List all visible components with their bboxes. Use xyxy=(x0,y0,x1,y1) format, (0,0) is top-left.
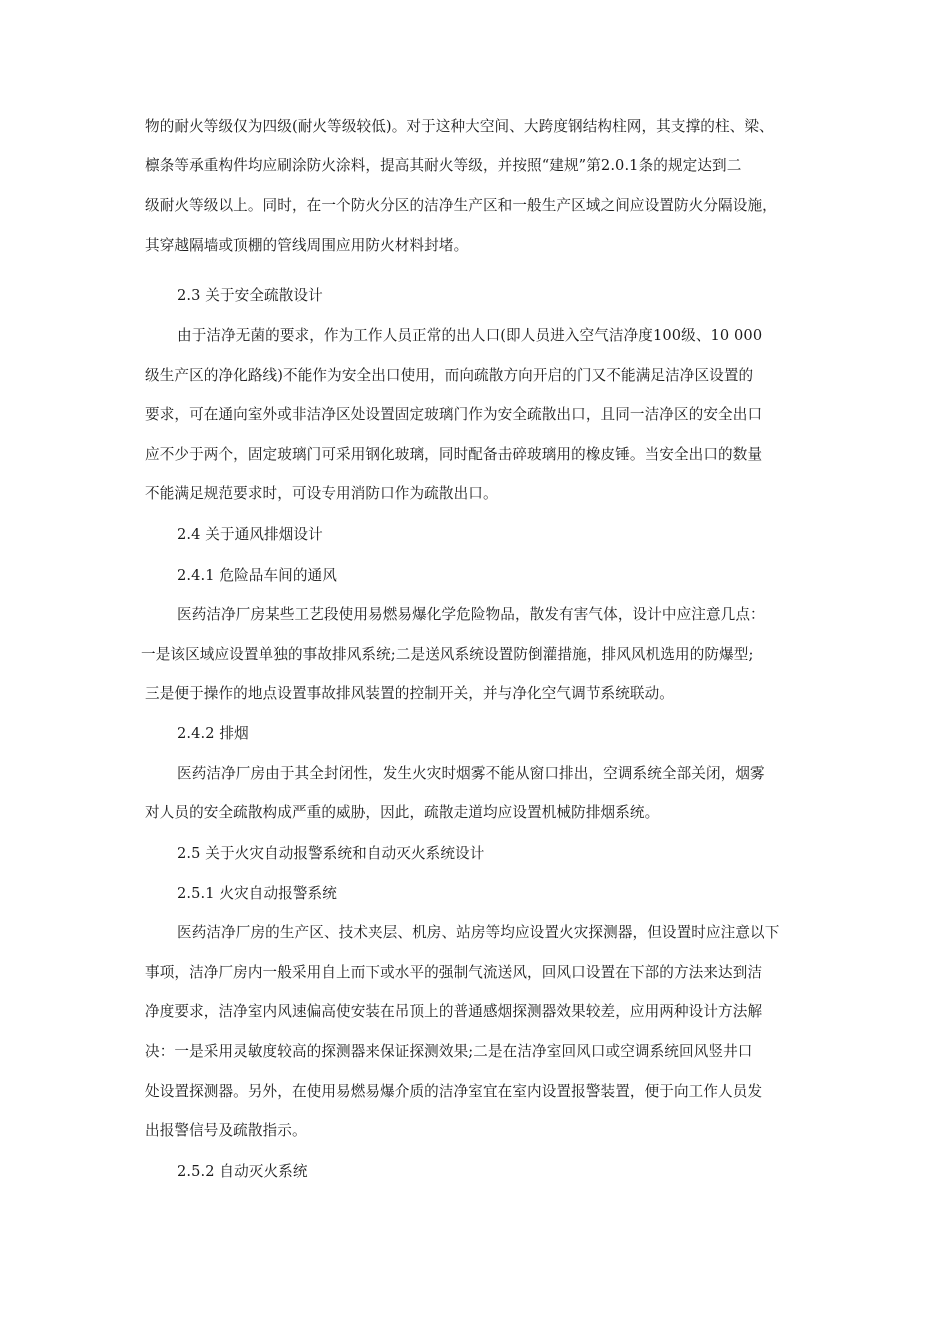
section-heading-2-4-1: 2.4.1 危险品车间的通风 xyxy=(177,567,337,584)
paragraph-line: 要求，可在通向室外或非洁净区处设置固定玻璃门作为安全疏散出口，且同一洁净区的安全出口 xyxy=(145,406,763,423)
paragraph-line: 医药洁净厂房由于其全封闭性，发生火灾时烟雾不能从窗口排出，空调系统全部关闭，烟雾 xyxy=(177,765,765,782)
section-heading-2-5-2: 2.5.2 自动灭火系统 xyxy=(177,1163,308,1180)
paragraph-line: 医药洁净厂房的生产区、技术夹层、机房、站房等均应设置火灾探测器，但设置时应注意以下 xyxy=(177,924,780,941)
paragraph-line: 三是便于操作的地点设置事故排风装置的控制开关，并与净化空气调节系统联动。 xyxy=(145,685,674,702)
paragraph-line: 应不少于两个，固定玻璃门可采用钢化玻璃，同时配备击碎玻璃用的橡皮锤。当安全出口的数量 xyxy=(145,446,763,463)
section-heading-2-5: 2.5 关于火灾自动报警系统和自动灭火系统设计 xyxy=(177,845,485,862)
paragraph-line: 级生产区的净化路线)不能作为安全出口使用，而向疏散方向开启的门又不能满足洁净区设置的 xyxy=(145,367,754,384)
paragraph-line: 出报警信号及疏散指示。 xyxy=(145,1122,307,1139)
paragraph-line: 不能满足规范要求时，可设专用消防口作为疏散出口。 xyxy=(145,485,498,502)
paragraph-line: 物的耐火等级仅为四级(耐火等级较低)。对于这种大空间、大跨度钢结构柱网，其支撑的柱、梁、 xyxy=(145,118,774,135)
section-heading-2-3: 2.3 关于安全疏散设计 xyxy=(177,287,323,304)
paragraph-line: 檩条等承重构件均应刷涂防火涂料，提高其耐火等级，并按照“建规”第2.0.1条的规定达到二 xyxy=(145,157,742,174)
paragraph-line: 级耐火等级以上。同时，在一个防火分区的洁净生产区和一般生产区域之间应设置防火分隔设施， xyxy=(145,197,777,214)
paragraph-line: 决：一是采用灵敏度较高的探测器来保证探测效果;二是在洁净室回风口或空调系统回风竖井口 xyxy=(145,1043,753,1060)
section-heading-2-5-1: 2.5.1 火灾自动报警系统 xyxy=(177,885,337,902)
paragraph-line: 事项，洁净厂房内一般采用自上而下或水平的强制气流送风，回风口设置在下部的方法来达到洁 xyxy=(145,964,763,981)
paragraph-line: 医药洁净厂房某些工艺段使用易燃易爆化学危险物品，散发有害气体，设计中应注意几点： xyxy=(177,606,765,623)
paragraph-line: 净度要求，洁净室内风速偏高使安装在吊顶上的普通感烟探测器效果较差，应用两种设计方法解 xyxy=(145,1003,763,1020)
section-heading-2-4: 2.4 关于通风排烟设计 xyxy=(177,526,323,543)
paragraph-line: 对人员的安全疏散构成严重的威胁，因此，疏散走道均应设置机械防排烟系统。 xyxy=(145,804,660,821)
paragraph-line: 由于洁净无菌的要求，作为工作人员正常的出人口(即人员进入空气洁净度100级、10 000 xyxy=(177,327,763,344)
paragraph-line: 处设置探测器。另外，在使用易燃易爆介质的洁净室宜在室内设置报警装置，便于向工作人员发 xyxy=(145,1083,763,1100)
paragraph-line: 其穿越隔墙或顶棚的管线周围应用防火材料封堵。 xyxy=(145,237,469,254)
section-heading-2-4-2: 2.4.2 排烟 xyxy=(177,725,249,742)
paragraph-line: 一是该区域应设置单独的事故排风系统;二是送风系统设置防倒灌措施，排风风机选用的防爆型; xyxy=(141,646,754,663)
